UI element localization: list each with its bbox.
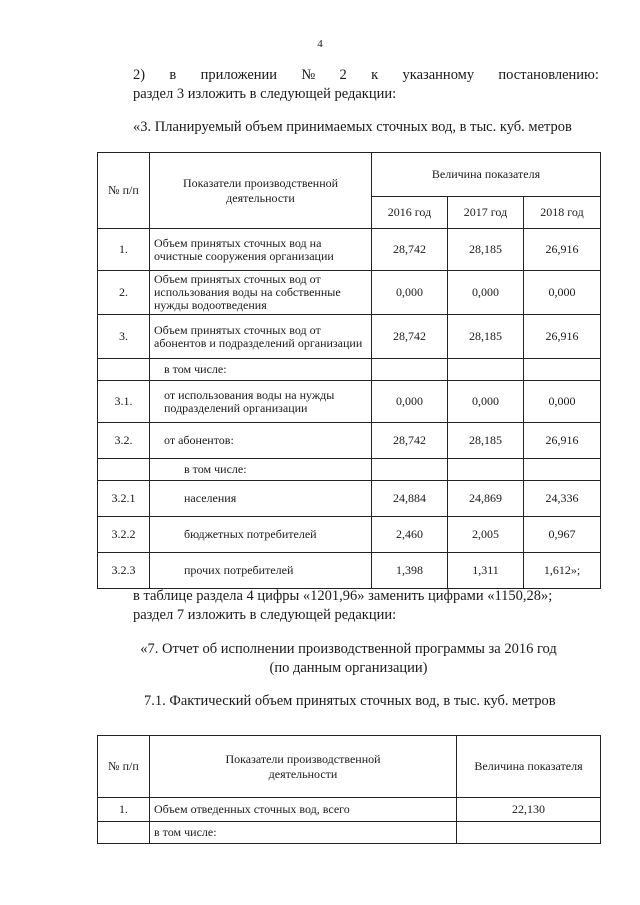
table-row: [98, 481, 601, 517]
intro-line-1: [133, 66, 599, 85]
row-value: 28,742: [372, 423, 448, 459]
row-num: 1.: [98, 798, 150, 822]
row-value: 2,460: [372, 517, 448, 553]
table-row: [98, 517, 601, 553]
header-num: № п/п: [98, 736, 150, 798]
intro-word: №: [301, 67, 316, 83]
row-value: 0,000: [448, 381, 524, 423]
actual-volume-table: [97, 735, 601, 844]
row-value: 28,185: [448, 315, 524, 359]
row-name: населения: [150, 481, 372, 517]
planned-volume-table: [97, 152, 601, 589]
row-num: 3.1.: [98, 381, 150, 423]
row-value: 0,000: [524, 271, 601, 315]
table-row: [98, 271, 601, 315]
header-value: Величина показателя: [457, 736, 601, 798]
intro-word: в: [169, 67, 177, 83]
section7-title-line1: «7. Отчет об исполнении производственной программы за 2016 год: [140, 641, 557, 657]
page-number: 4: [317, 38, 323, 50]
row-value: [457, 822, 601, 844]
row-name: Объем принятых сточных вод на очистные сооружения организации: [150, 229, 372, 271]
header-value: Величина показателя: [372, 153, 601, 197]
row-value: [524, 359, 601, 381]
table-row: [98, 798, 601, 822]
paragraph-table4: в таблице раздела 4 цифры «1201,96» заменить цифрами «1150,28»;: [133, 588, 553, 604]
row-value: 24,869: [448, 481, 524, 517]
row-num: 3.2.: [98, 423, 150, 459]
row-value: 0,967: [524, 517, 601, 553]
row-value: 1,612»;: [524, 553, 601, 589]
table-row: [98, 315, 601, 359]
table-row: [98, 822, 601, 844]
table-row: [98, 229, 601, 271]
row-name: в том числе:: [150, 822, 457, 844]
row-value: 28,185: [448, 229, 524, 271]
section7-title-line2: (по данным организации): [269, 660, 428, 676]
row-value: 24,884: [372, 481, 448, 517]
row-name: Объем принятых сточных вод от использования воды на собственные нужды водоотведения: [150, 271, 372, 315]
header-year: 2016 год: [372, 197, 448, 229]
row-value: 26,916: [524, 315, 601, 359]
row-value: 2,005: [448, 517, 524, 553]
row-value: 0,000: [448, 271, 524, 315]
row-value: [372, 459, 448, 481]
row-value: 26,916: [524, 229, 601, 271]
row-name: от абонентов:: [150, 423, 372, 459]
row-num: 2.: [98, 271, 150, 315]
row-num: [98, 822, 150, 844]
table-row: [98, 359, 601, 381]
intro-word: постановлению:: [498, 67, 599, 83]
table-row: [98, 423, 601, 459]
row-value: 24,336: [524, 481, 601, 517]
row-value: [524, 459, 601, 481]
row-num: 3.2.2: [98, 517, 150, 553]
row-value: 28,742: [372, 315, 448, 359]
header-indicators: Показатели производственной деятельности: [150, 736, 457, 798]
row-name: в том числе:: [150, 359, 372, 381]
row-value: 1,311: [448, 553, 524, 589]
row-value: [448, 359, 524, 381]
row-value: 1,398: [372, 553, 448, 589]
header-year: 2018 год: [524, 197, 601, 229]
header-num: № п/п: [98, 153, 150, 229]
intro-word: к: [371, 67, 379, 83]
row-num: [98, 359, 150, 381]
row-value: 28,742: [372, 229, 448, 271]
intro-word: указанному: [402, 67, 475, 83]
paragraph-section7: раздел 7 изложить в следующей редакции:: [133, 607, 397, 623]
row-name: Объем отведенных сточных вод, всего: [150, 798, 457, 822]
row-value: 28,185: [448, 423, 524, 459]
intro-line-2: раздел 3 изложить в следующей редакции:: [133, 86, 397, 102]
row-num: 3.2.1: [98, 481, 150, 517]
row-name: в том числе:: [150, 459, 372, 481]
intro-paragraph: [133, 66, 599, 104]
row-value: 22,130: [457, 798, 601, 822]
row-value: [372, 359, 448, 381]
table-row: [98, 381, 601, 423]
intro-word: 2): [133, 67, 146, 83]
row-num: 3.2.3: [98, 553, 150, 589]
row-value: 0,000: [372, 381, 448, 423]
section71-title: 7.1. Фактический объем принятых сточных вод, в тыс. куб. метров: [144, 693, 556, 709]
row-name: от использования воды на нужды подразделений организации: [150, 381, 372, 423]
row-num: 3.: [98, 315, 150, 359]
row-num: 1.: [98, 229, 150, 271]
row-name: Объем принятых сточных вод от абонентов и подразделений организации: [150, 315, 372, 359]
header-year: 2017 год: [448, 197, 524, 229]
table-row: [98, 459, 601, 481]
section7-title: [97, 640, 600, 678]
row-value: 26,916: [524, 423, 601, 459]
intro-word: приложении: [200, 67, 278, 83]
intro-word: 2: [339, 67, 347, 83]
section3-title: «3. Планируемый объем принимаемых сточных вод, в тыс. куб. метров: [133, 119, 572, 135]
row-value: [448, 459, 524, 481]
row-value: 0,000: [372, 271, 448, 315]
row-name: прочих потребителей: [150, 553, 372, 589]
row-num: [98, 459, 150, 481]
row-value: 0,000: [524, 381, 601, 423]
header-indicators: Показатели производственной деятельности: [150, 153, 372, 229]
table-row: [98, 553, 601, 589]
row-name: бюджетных потребителей: [150, 517, 372, 553]
